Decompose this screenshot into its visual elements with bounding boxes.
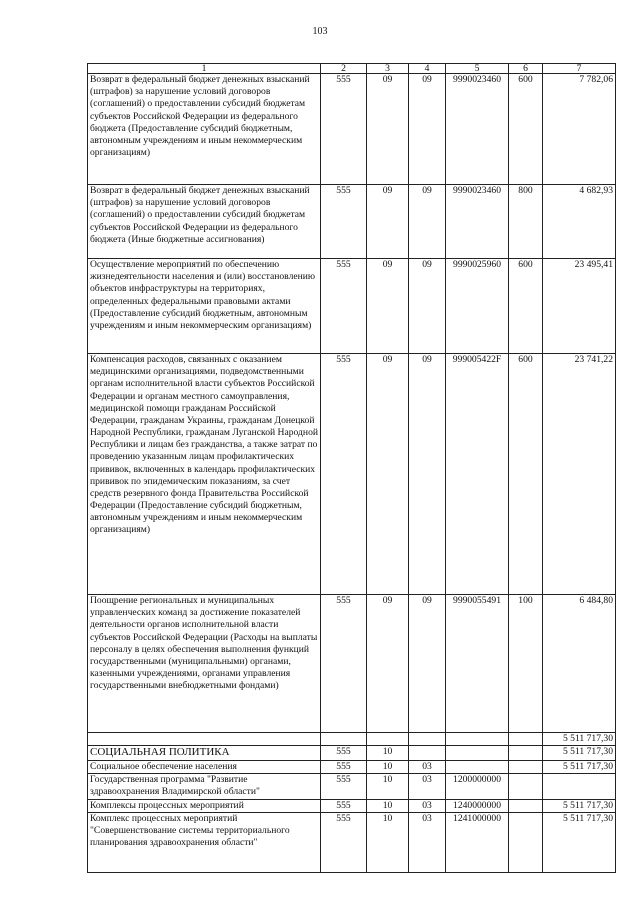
- cell-subsection: 09: [409, 185, 446, 259]
- cell-section: [367, 733, 409, 746]
- row-name: [88, 733, 321, 746]
- row-name: СОЦИАЛЬНАЯ ПОЛИТИКА: [88, 746, 321, 761]
- cell-section: 09: [367, 595, 409, 733]
- cell-amount: 5 511 717,30: [543, 761, 616, 774]
- cell-amount: 23 741,22: [543, 354, 616, 595]
- cell-code: 555: [321, 799, 367, 812]
- cell-subsection: 03: [409, 812, 446, 872]
- budget-table: [87, 63, 616, 873]
- column-header: 2: [321, 64, 367, 74]
- cell-subsection: [409, 733, 446, 746]
- cell-code: 555: [321, 74, 367, 185]
- cell-amount: 5 511 717,30: [543, 812, 616, 872]
- cell-subsection: 09: [409, 259, 446, 354]
- cell-amount: 5 511 717,30: [543, 799, 616, 812]
- cell-target-article: 9990023460: [446, 185, 509, 259]
- cell-expense-type: 100: [509, 595, 543, 733]
- cell-subsection: 03: [409, 761, 446, 774]
- cell-section: 09: [367, 185, 409, 259]
- table-row: [88, 259, 616, 354]
- cell-subsection: 03: [409, 774, 446, 799]
- cell-expense-type: [509, 746, 543, 761]
- table-row: [88, 746, 616, 761]
- row-name: Возврат в федеральный бюджет денежных взысканий (штрафов) за нарушение условий договоров (соглашений) о предоставлении субсидий бюджетам субъектов Российской Федерации из федерального бюджета (Предоставление субсидий бюджетным, автономным учреждениям и иным некоммерческим организациям): [88, 74, 321, 185]
- cell-expense-type: [509, 761, 543, 774]
- cell-code: 555: [321, 812, 367, 872]
- cell-section: 09: [367, 354, 409, 595]
- cell-expense-type: [509, 733, 543, 746]
- cell-amount: 5 511 717,30: [543, 733, 616, 746]
- cell-target-article: [446, 733, 509, 746]
- cell-target-article: [446, 746, 509, 761]
- cell-expense-type: [509, 774, 543, 799]
- cell-amount: 23 495,41: [543, 259, 616, 354]
- cell-expense-type: [509, 812, 543, 872]
- cell-section: 09: [367, 74, 409, 185]
- cell-section: 10: [367, 812, 409, 872]
- cell-code: [321, 733, 367, 746]
- cell-amount: 7 782,06: [543, 74, 616, 185]
- cell-section: 10: [367, 799, 409, 812]
- row-name: Государственная программа "Развитие здравоохранения Владимирской области": [88, 774, 321, 799]
- cell-expense-type: 600: [509, 74, 543, 185]
- cell-target-article: 9990025960: [446, 259, 509, 354]
- cell-target-article: [446, 761, 509, 774]
- cell-expense-type: 800: [509, 185, 543, 259]
- table-row: [88, 761, 616, 774]
- table-row: [88, 74, 616, 185]
- table-row: [88, 354, 616, 595]
- row-name: Комплексы процессных мероприятий: [88, 799, 321, 812]
- table-row: [88, 733, 616, 746]
- cell-amount: 4 682,93: [543, 185, 616, 259]
- cell-code: 555: [321, 259, 367, 354]
- cell-target-article: 1200000000: [446, 774, 509, 799]
- cell-expense-type: 600: [509, 259, 543, 354]
- row-name: Осуществление мероприятий по обеспечению жизнедеятельности населения и (или) восстановлению объектов инфраструктуры на территориях, определенных федеральными правовыми актами (Предоставление субсидий бюджетным, автономным учреждениям и иным некоммерческим организациям): [88, 259, 321, 354]
- table-header-row: [88, 64, 616, 74]
- cell-section: 10: [367, 774, 409, 799]
- column-header: 4: [409, 64, 446, 74]
- cell-target-article: 1240000000: [446, 799, 509, 812]
- cell-code: 555: [321, 185, 367, 259]
- table-row: [88, 812, 616, 872]
- cell-section: 09: [367, 259, 409, 354]
- cell-amount: 6 484,80: [543, 595, 616, 733]
- cell-section: 10: [367, 761, 409, 774]
- cell-subsection: [409, 746, 446, 761]
- row-name: Компенсация расходов, связанных с оказанием медицинскими организациями, подведомственными органам исполнительной власти субъектов Российской Федерации и органам местного самоуправления, медицинской помощи гражданам Российской Федерации, гражданам Украины, гражданам Донецкой Народной Республики, гражданам Луганской Народной Республики и лицам без гражданства, а также затрат по проведению указанным лицам профилактических прививок, включенных в календарь профилактических прививок по эпидемическим показаниям, за счет средств резервного фонда Правительства Российской Федерации (Предоставление субсидий бюджетным, автономным учреждениям и иным некоммерческим организациям): [88, 354, 321, 595]
- table-row: [88, 185, 616, 259]
- cell-subsection: 03: [409, 799, 446, 812]
- column-header: 5: [446, 64, 509, 74]
- table-row: [88, 799, 616, 812]
- cell-subsection: 09: [409, 354, 446, 595]
- cell-section: 10: [367, 746, 409, 761]
- page-number: 103: [312, 26, 328, 37]
- cell-code: 555: [321, 774, 367, 799]
- row-name: Поощрение региональных и муниципальных управленческих команд за достижение показателей деятельности органов исполнительной власти субъектов Российской Федерации (Расходы на выплаты персоналу в целях обеспечения выполнения функций государственными (муниципальными) органами, казенными учреждениями, органами управления государственными внебюджетными фондами): [88, 595, 321, 733]
- cell-amount: 5 511 717,30: [543, 746, 616, 761]
- cell-target-article: 1241000000: [446, 812, 509, 872]
- column-header: 7: [543, 64, 616, 74]
- cell-code: 555: [321, 354, 367, 595]
- cell-amount: [543, 774, 616, 799]
- row-name: Комплекс процессных мероприятий "Совершенствование системы территориального планирования здравоохранения области": [88, 812, 321, 872]
- row-name: Возврат в федеральный бюджет денежных взысканий (штрафов) за нарушение условий договоров (соглашений) о предоставлении субсидий бюджетам субъектов Российской Федерации из федерального бюджета (Иные бюджетные ассигнования): [88, 185, 321, 259]
- cell-expense-type: [509, 799, 543, 812]
- cell-target-article: 9990023460: [446, 74, 509, 185]
- cell-target-article: 9990055491: [446, 595, 509, 733]
- column-header: 3: [367, 64, 409, 74]
- table-row: [88, 595, 616, 733]
- cell-subsection: 09: [409, 74, 446, 185]
- row-name: Социальное обеспечение населения: [88, 761, 321, 774]
- cell-code: 555: [321, 761, 367, 774]
- cell-subsection: 09: [409, 595, 446, 733]
- column-header: 6: [509, 64, 543, 74]
- cell-code: 555: [321, 595, 367, 733]
- table-row: [88, 774, 616, 799]
- column-header: 1: [88, 64, 321, 74]
- cell-code: 555: [321, 746, 367, 761]
- cell-expense-type: 600: [509, 354, 543, 595]
- cell-target-article: 999005422F: [446, 354, 509, 595]
